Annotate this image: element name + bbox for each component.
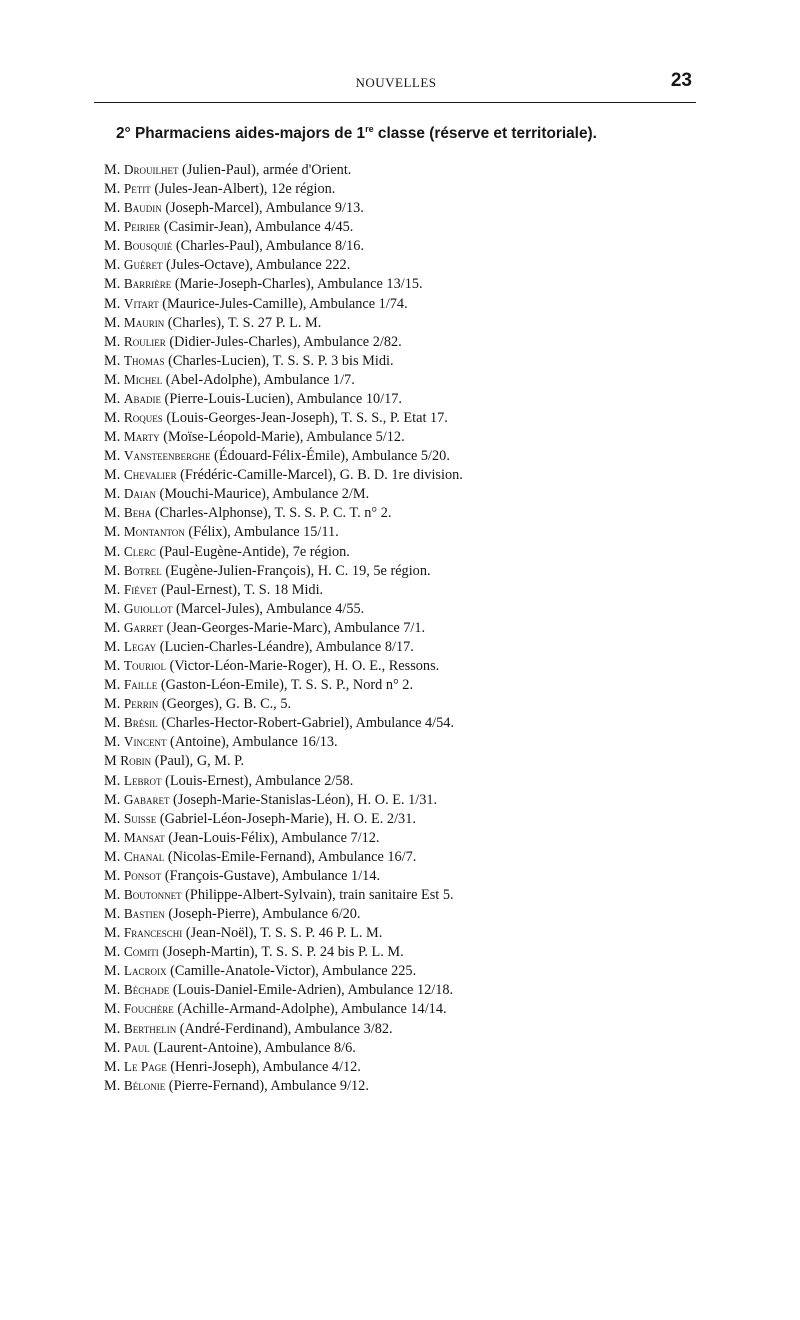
entry-title: M. [104, 848, 121, 865]
page-header [96, 72, 696, 98]
entry-surname: Barrière [123, 276, 172, 292]
entry-surname: Vansteenberghe [123, 448, 211, 464]
list-item [104, 446, 604, 465]
list-item [104, 618, 604, 637]
entry-surname: Bousquié [123, 238, 173, 254]
entry-details: (Charles-Paul), Ambulance 8/16. [172, 238, 365, 255]
list-item [104, 904, 604, 923]
entry-details: (Louis-Georges-Jean-Joseph), T. S. S., P. Etat 17. [162, 410, 448, 427]
entry-title: M. [104, 867, 121, 884]
entry-title: M. [104, 200, 121, 217]
header-rule [94, 102, 696, 103]
entry-details: (Charles-Alphonse), T. S. S. P. C. T. n° 2. [151, 505, 392, 522]
list-item [104, 637, 604, 656]
entry-surname: Roques [123, 410, 163, 426]
entry-title: M. [104, 963, 121, 980]
list-item [104, 885, 604, 904]
entry-title: M. [104, 810, 121, 827]
entry-surname: Petit [123, 181, 151, 197]
list-item [104, 503, 604, 522]
list-item [104, 294, 604, 313]
entry-details: (Achille-Armand-Adolphe), Ambulance 14/14. [173, 1001, 447, 1018]
entry-surname: Marty [123, 429, 160, 445]
entry-title: M. [104, 219, 121, 236]
entry-surname: Peirier [123, 219, 161, 235]
entry-details: (Louis-Ernest), Ambulance 2/58. [161, 772, 354, 789]
list-item [104, 389, 604, 408]
list-item [104, 675, 604, 694]
entry-surname: Paul [123, 1039, 150, 1055]
list-item [104, 274, 604, 293]
entry-title: M. [104, 314, 121, 331]
entry-title: M. [104, 581, 121, 598]
entry-surname: Lebrot [123, 772, 162, 788]
entry-surname: Bastien [123, 906, 165, 922]
entry-details: (Charles-Hector-Robert-Gabriel), Ambulance 4/54. [157, 715, 455, 732]
entry-details: (Joseph-Martin), T. S. S. P. 24 bis P. L. M. [158, 944, 404, 961]
entry-details: (Abel-Adolphe), Ambulance 1/7. [162, 371, 355, 388]
entry-title: M. [104, 486, 121, 503]
entry-surname: Maurin [123, 314, 165, 330]
list-item [104, 828, 604, 847]
entry-title: M [104, 753, 117, 770]
entry-title: M. [104, 467, 121, 484]
list-item [104, 942, 604, 961]
page-number: 23 [670, 70, 692, 91]
list-item [104, 790, 604, 809]
running-title: NOUVELLES [355, 75, 437, 90]
entry-details: (Charles), T. S. 27 P. L. M. [164, 314, 322, 331]
entry-title: M. [104, 906, 121, 923]
entry-details: (Frédéric-Camille-Marcel), G. B. D. 1re division. [176, 467, 463, 484]
entry-title: M. [104, 276, 121, 293]
entry-title: M. [104, 600, 121, 617]
entry-details: (Louis-Daniel-Emile-Adrien), Ambulance 12/18. [169, 982, 454, 999]
entry-title: M. [104, 1039, 121, 1056]
entry-details: (Édouard-Félix-Émile), Ambulance 5/20. [210, 448, 450, 465]
entry-surname: Boutonnet [123, 886, 182, 902]
list-item [104, 236, 604, 255]
list-item [104, 427, 604, 446]
entry-surname: Franceschi [123, 925, 183, 941]
entry-title: M. [104, 562, 121, 579]
entry-title: M. [104, 410, 121, 427]
entry-details: (Jean-Louis-Félix), Ambulance 7/12. [164, 829, 380, 846]
entry-surname: Le Page [123, 1058, 167, 1074]
entry-surname: Chevalier [123, 467, 177, 483]
entry-title: M. [104, 1020, 121, 1037]
list-item [104, 522, 604, 541]
entry-surname: Lacroix [123, 963, 167, 979]
entry-details: (Pierre-Louis-Lucien), Ambulance 10/17. [160, 390, 402, 407]
entry-surname: Gabaret [123, 791, 170, 807]
entry-details: (Henri-Joseph), Ambulance 4/12. [166, 1058, 361, 1075]
list-item [104, 732, 604, 751]
entry-surname: Mansat [123, 829, 165, 845]
entry-details: (Georges), G. B. C., 5. [158, 696, 292, 713]
list-item [104, 465, 604, 484]
entry-title: M. [104, 543, 121, 560]
list-item [104, 313, 604, 332]
entry-title: M. [104, 715, 121, 732]
entry-surname: Guéret [123, 257, 163, 273]
list-item [104, 351, 604, 370]
list-item [104, 961, 604, 980]
list-item [104, 771, 604, 790]
entry-details: (Mouchi-Maurice), Ambulance 2/M. [155, 486, 370, 503]
entry-details: (Charles-Lucien), T. S. S. P. 3 bis Midi. [164, 352, 394, 369]
entry-surname: Faille [123, 677, 158, 693]
list-item [104, 599, 604, 618]
list-item [104, 160, 604, 179]
entry-surname: Vitart [123, 295, 159, 311]
entry-details: (Casimir-Jean), Ambulance 4/45. [160, 219, 354, 236]
entry-title: M. [104, 238, 121, 255]
entry-details: (Jules-Jean-Albert), 12e région. [150, 181, 336, 198]
entry-title: M. [104, 429, 121, 446]
entry-surname: Fiévet [123, 581, 158, 597]
entry-title: M. [104, 1001, 121, 1018]
entry-details: (Jean-Noël), T. S. S. P. 46 P. L. M. [182, 925, 383, 942]
list-item [104, 580, 604, 599]
list-item [104, 408, 604, 427]
list-item [104, 999, 604, 1018]
entry-details: (Victor-Léon-Marie-Roger), H. O. E., Ressons. [166, 658, 440, 675]
section-heading-suffix: classe (réserve et territoriale). [373, 125, 597, 143]
entry-surname: Guiollot [123, 600, 173, 616]
entry-title: M. [104, 1077, 121, 1094]
entry-surname: Thomas [123, 352, 165, 368]
entry-title: M. [104, 734, 121, 751]
entry-surname: Beha [123, 505, 152, 521]
entry-details: (Gabriel-Léon-Joseph-Marie), H. O. E. 2/31. [156, 810, 416, 827]
entry-surname: Béchade [123, 982, 170, 998]
entry-title: M. [104, 371, 121, 388]
entry-details: (Paul), G, M. P. [151, 753, 245, 770]
entry-surname: Berthelin [123, 1020, 177, 1036]
entry-details: (Camille-Anatole-Victor), Ambulance 225. [166, 963, 417, 980]
entry-title: M. [104, 696, 121, 713]
list-item [104, 809, 604, 828]
entry-details: (Paul-Eugène-Antide), 7e région. [155, 543, 350, 560]
entry-surname: Montanton [123, 524, 185, 540]
entry-title: M. [104, 944, 121, 961]
entry-details: (Maurice-Jules-Camille), Ambulance 1/74. [158, 295, 408, 312]
entry-title: M. [104, 505, 121, 522]
pharmacist-list [104, 160, 604, 1095]
list-item [104, 713, 604, 732]
entry-surname: Fouchère [123, 1001, 174, 1017]
entry-surname: Suisse [123, 810, 157, 826]
entry-details: (Eugène-Julien-François), H. C. 19, 5e région. [161, 562, 431, 579]
section-heading-superscript: re [365, 124, 374, 134]
entry-surname: Perrin [123, 696, 159, 712]
entry-surname: Comiti [123, 944, 159, 960]
list-item [104, 694, 604, 713]
entry-details: (Didier-Jules-Charles), Ambulance 2/82. [165, 333, 402, 350]
entry-title: M. [104, 295, 121, 312]
entry-details: (Marie-Joseph-Charles), Ambulance 13/15. [171, 276, 423, 293]
entry-details: (Nicolas-Emile-Fernand), Ambulance 16/7. [164, 848, 417, 865]
entry-title: M. [104, 658, 121, 675]
entry-surname: Drouilhet [123, 162, 179, 177]
entry-title: M. [104, 791, 121, 808]
list-item [104, 656, 604, 675]
entry-details: (Marcel-Jules), Ambulance 4/55. [172, 600, 365, 617]
list-item [104, 847, 604, 866]
entry-details: (Philippe-Albert-Sylvain), train sanitaire Est 5. [181, 886, 454, 903]
list-item [104, 332, 604, 351]
entry-surname: Legay [123, 638, 157, 654]
list-item [104, 542, 604, 561]
entry-details: (Gaston-Léon-Emile), T. S. S. P., Nord n° 2. [157, 677, 414, 694]
list-item [104, 561, 604, 580]
entry-surname: Daian [123, 486, 156, 502]
list-item [104, 484, 604, 503]
entry-title: M. [104, 772, 121, 789]
entry-surname: Clerc [123, 543, 156, 559]
list-item [104, 980, 604, 999]
list-item [104, 1076, 604, 1095]
entry-surname: Touriol [123, 658, 166, 674]
list-item [104, 866, 604, 885]
list-item [104, 1057, 604, 1076]
entry-details: (François-Gustave), Ambulance 1/14. [161, 867, 381, 884]
entry-title: M. [104, 619, 121, 636]
entry-surname: Vincent [123, 734, 167, 750]
entry-surname: Roulier [123, 333, 166, 349]
entry-title: M. [104, 257, 121, 274]
entry-details: (Antoine), Ambulance 16/13. [166, 734, 338, 751]
list-item [104, 217, 604, 236]
entry-surname: Bélonie [123, 1077, 166, 1093]
entry-surname: Ponsot [123, 867, 162, 883]
entry-details: (Julien-Paul), armée d'Orient. [178, 162, 352, 178]
list-item [104, 370, 604, 389]
entry-title: M. [104, 181, 121, 198]
entry-title: M. [104, 333, 121, 350]
entry-title: M. [104, 390, 121, 407]
list-item [104, 751, 604, 770]
entry-details: (Jules-Octave), Ambulance 222. [162, 257, 351, 274]
entry-details: (Joseph-Marie-Stanislas-Léon), H. O. E. 1/31. [169, 791, 438, 808]
entry-title: M. [104, 448, 121, 465]
entry-details: (Moïse-Léopold-Marie), Ambulance 5/12. [159, 429, 405, 446]
entry-surname: Abadie [123, 390, 161, 406]
list-item [104, 1038, 604, 1057]
entry-details: (Pierre-Fernand), Ambulance 9/12. [165, 1077, 369, 1094]
entry-surname: Michel [123, 371, 163, 387]
entry-surname: Baudin [123, 200, 162, 216]
entry-details: (Lucien-Charles-Léandre), Ambulance 8/17. [156, 638, 414, 655]
entry-title: M. [104, 677, 121, 694]
entry-details: (Paul-Ernest), T. S. 18 Midi. [157, 581, 324, 598]
entry-surname: Botrel [123, 562, 162, 578]
entry-details: (Laurent-Antoine), Ambulance 8/6. [149, 1039, 356, 1056]
list-item [104, 1019, 604, 1038]
entry-title: M. [104, 829, 121, 846]
entry-surname: Brésil [123, 715, 158, 731]
entry-title: M. [104, 162, 121, 178]
list-item [104, 923, 604, 942]
entry-title: M. [104, 524, 121, 541]
entry-title: M. [104, 886, 121, 903]
entry-details: (Joseph-Pierre), Ambulance 6/20. [164, 906, 361, 923]
entry-title: M. [104, 352, 121, 369]
entry-details: (Jean-Georges-Marie-Marc), Ambulance 7/1. [162, 619, 426, 636]
section-heading [116, 124, 706, 143]
entry-title: M. [104, 982, 121, 999]
entry-details: (Félix), Ambulance 15/11. [184, 524, 339, 541]
entry-surname: Garret [123, 619, 163, 635]
list-item [104, 255, 604, 274]
entry-surname: Chanal [123, 848, 165, 864]
entry-details: (André-Ferdinand), Ambulance 3/82. [176, 1020, 393, 1037]
entry-surname: Robin [120, 753, 152, 769]
list-item [104, 179, 604, 198]
section-heading-text: 2° Pharmaciens aides-majors de 1 [116, 125, 366, 143]
entry-title: M. [104, 1058, 121, 1075]
entry-title: M. [104, 925, 121, 942]
entry-details: (Joseph-Marcel), Ambulance 9/13. [161, 200, 364, 217]
list-item [104, 198, 604, 217]
entry-title: M. [104, 638, 121, 655]
